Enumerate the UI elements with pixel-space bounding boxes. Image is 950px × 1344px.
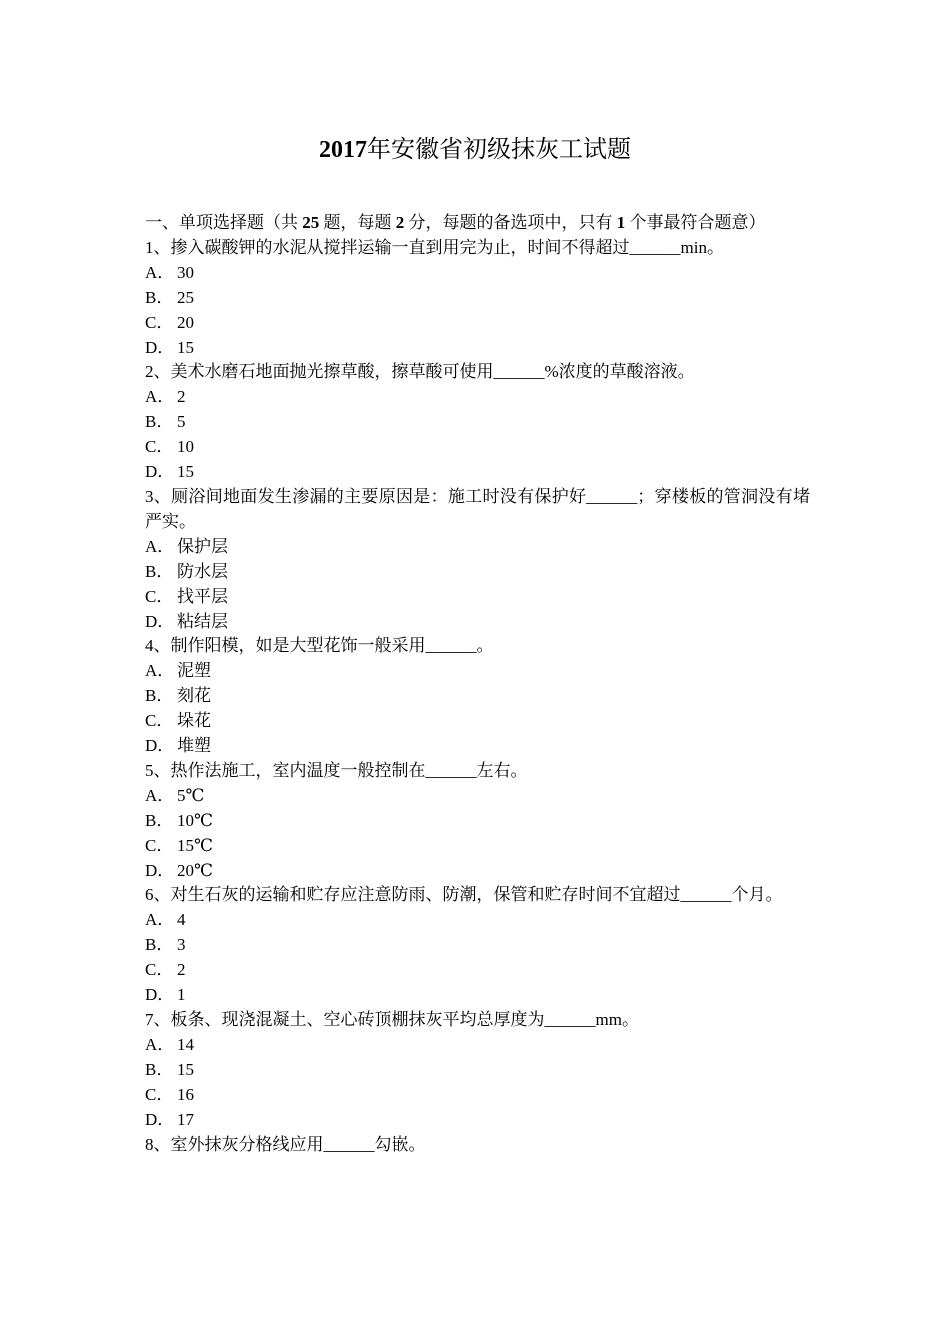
- option-text: 20: [177, 312, 194, 332]
- option-text: 10: [177, 437, 194, 457]
- option-letter: B．: [145, 686, 174, 706]
- option-letter: A．: [145, 1034, 175, 1054]
- question-5-option-b: [145, 809, 810, 834]
- option-text: 找平层: [177, 586, 228, 606]
- option-letter: A．: [145, 785, 175, 805]
- option-letter: B．: [145, 1059, 174, 1079]
- option-letter: C．: [145, 960, 174, 980]
- option-text: 保护层: [177, 536, 228, 556]
- section-heading-mid2: 分，每题的备选项中，只有: [404, 213, 617, 232]
- page-title: [0, 133, 950, 167]
- option-letter: C．: [145, 711, 174, 731]
- question-2-option-c: [145, 435, 810, 460]
- option-text: 刻花: [177, 686, 211, 706]
- question-3-option-a: [145, 535, 810, 560]
- question-7-option-d: [145, 1108, 810, 1133]
- section-heading-suffix: 个事最符合题意）: [625, 213, 766, 232]
- option-text: 16: [177, 1084, 194, 1104]
- option-letter: A．: [145, 262, 175, 282]
- question-6-option-c: [145, 958, 810, 983]
- option-letter: A．: [145, 661, 175, 681]
- option-text: 17: [177, 1109, 194, 1129]
- question-3-option-d: [145, 610, 810, 635]
- correct-count: 1: [616, 213, 626, 232]
- option-letter: D．: [145, 736, 175, 756]
- option-letter: C．: [145, 1084, 174, 1104]
- option-text: 1: [177, 985, 186, 1005]
- option-letter: C．: [145, 586, 174, 606]
- question-3: 3、厕浴间地面发生渗漏的主要原因是：施工时没有保护好______；穿楼板的管洞没有堵严实。: [145, 486, 810, 531]
- option-letter: B．: [145, 935, 174, 955]
- score-per-question: 2: [395, 213, 405, 232]
- option-letter: A．: [145, 387, 175, 407]
- question-7-option-a: [145, 1033, 810, 1058]
- question-5-option-d: [145, 859, 810, 884]
- option-letter: D．: [145, 337, 175, 357]
- question-4: 4、制作阳模，如是大型花饰一般采用______。: [145, 636, 494, 656]
- option-letter: D．: [145, 1109, 175, 1129]
- option-text: 15: [177, 337, 194, 357]
- option-text: 2: [177, 960, 186, 980]
- question-1-option-a: [145, 261, 810, 286]
- question-2: 2、美术水磨石地面抛光擦草酸，擦草酸可使用______%浓度的草酸溶液。: [145, 362, 695, 382]
- question-6-option-d: [145, 983, 810, 1008]
- option-letter: C．: [145, 437, 174, 457]
- option-text: 4: [177, 910, 186, 930]
- question-6-option-b: [145, 933, 810, 958]
- option-text: 5℃: [177, 785, 205, 805]
- question-5: 5、热作法施工，室内温度一般控制在______左右。: [145, 760, 528, 780]
- question-count: 25: [302, 213, 320, 232]
- option-text: 20℃: [177, 860, 214, 880]
- question-4-option-d: [145, 734, 810, 759]
- question-2-option-a: [145, 385, 810, 410]
- question-1-option-b: [145, 286, 810, 311]
- question-5-option-c: [145, 834, 810, 859]
- question-4-option-c: [145, 709, 810, 734]
- option-letter: D．: [145, 611, 175, 631]
- question-2-option-d: [145, 460, 810, 485]
- question-7: 7、板条、现浇混凝土、空心砖顶棚抹灰平均总厚度为______mm。: [145, 1010, 639, 1029]
- question-4-option-b: [145, 684, 810, 709]
- question-6-option-a: [145, 908, 810, 933]
- option-letter: D．: [145, 860, 175, 880]
- option-text: 30: [177, 262, 194, 282]
- option-text: 25: [177, 287, 194, 307]
- question-5-option-a: [145, 784, 810, 809]
- question-1-option-c: [145, 311, 810, 336]
- option-text: 堆塑: [177, 736, 211, 756]
- question-3-option-b: [145, 560, 810, 585]
- question-1-option-d: [145, 336, 810, 361]
- option-letter: D．: [145, 985, 175, 1005]
- option-letter: B．: [145, 810, 174, 830]
- section-heading-prefix: 一、单项选择题（共: [145, 213, 303, 232]
- option-text: 14: [177, 1034, 194, 1054]
- section-heading-mid1: 题，每题: [319, 213, 396, 232]
- question-3-option-c: [145, 585, 810, 610]
- question-6: 6、对生石灰的运输和贮存应注意防雨、防潮，保管和贮存时间不宜超过______个月。: [145, 885, 783, 905]
- option-letter: B．: [145, 561, 174, 581]
- question-8: 8、室外抹灰分格线应用______勾嵌。: [145, 1134, 426, 1154]
- option-text: 防水层: [177, 561, 228, 581]
- title-year: 2017: [319, 137, 367, 163]
- question-1: 1、掺入碳酸钾的水泥从搅拌运输一直到用完为止，时间不得超过______min。: [145, 237, 724, 257]
- option-letter: A．: [145, 536, 175, 556]
- title-text: 年安徽省初级抹灰工试题: [367, 137, 631, 163]
- question-7-option-b: [145, 1058, 810, 1083]
- option-letter: D．: [145, 462, 175, 482]
- option-text: 5: [177, 412, 186, 432]
- option-text: 垛花: [177, 711, 211, 731]
- option-text: 15℃: [177, 835, 214, 855]
- option-text: 泥塑: [177, 661, 211, 681]
- question-2-option-b: [145, 410, 810, 435]
- option-text: 3: [177, 935, 186, 955]
- option-text: 10℃: [177, 810, 214, 830]
- option-text: 15: [177, 462, 194, 482]
- option-text: 2: [177, 387, 186, 407]
- question-7-option-c: [145, 1083, 810, 1108]
- option-text: 15: [177, 1059, 194, 1079]
- section-heading: [145, 211, 810, 236]
- question-list: [145, 211, 810, 1157]
- option-letter: C．: [145, 312, 174, 332]
- option-text: 粘结层: [177, 611, 228, 631]
- option-letter: B．: [145, 287, 174, 307]
- question-4-option-a: [145, 659, 810, 684]
- option-letter: A．: [145, 910, 175, 930]
- option-letter: C．: [145, 835, 174, 855]
- option-letter: B．: [145, 412, 174, 432]
